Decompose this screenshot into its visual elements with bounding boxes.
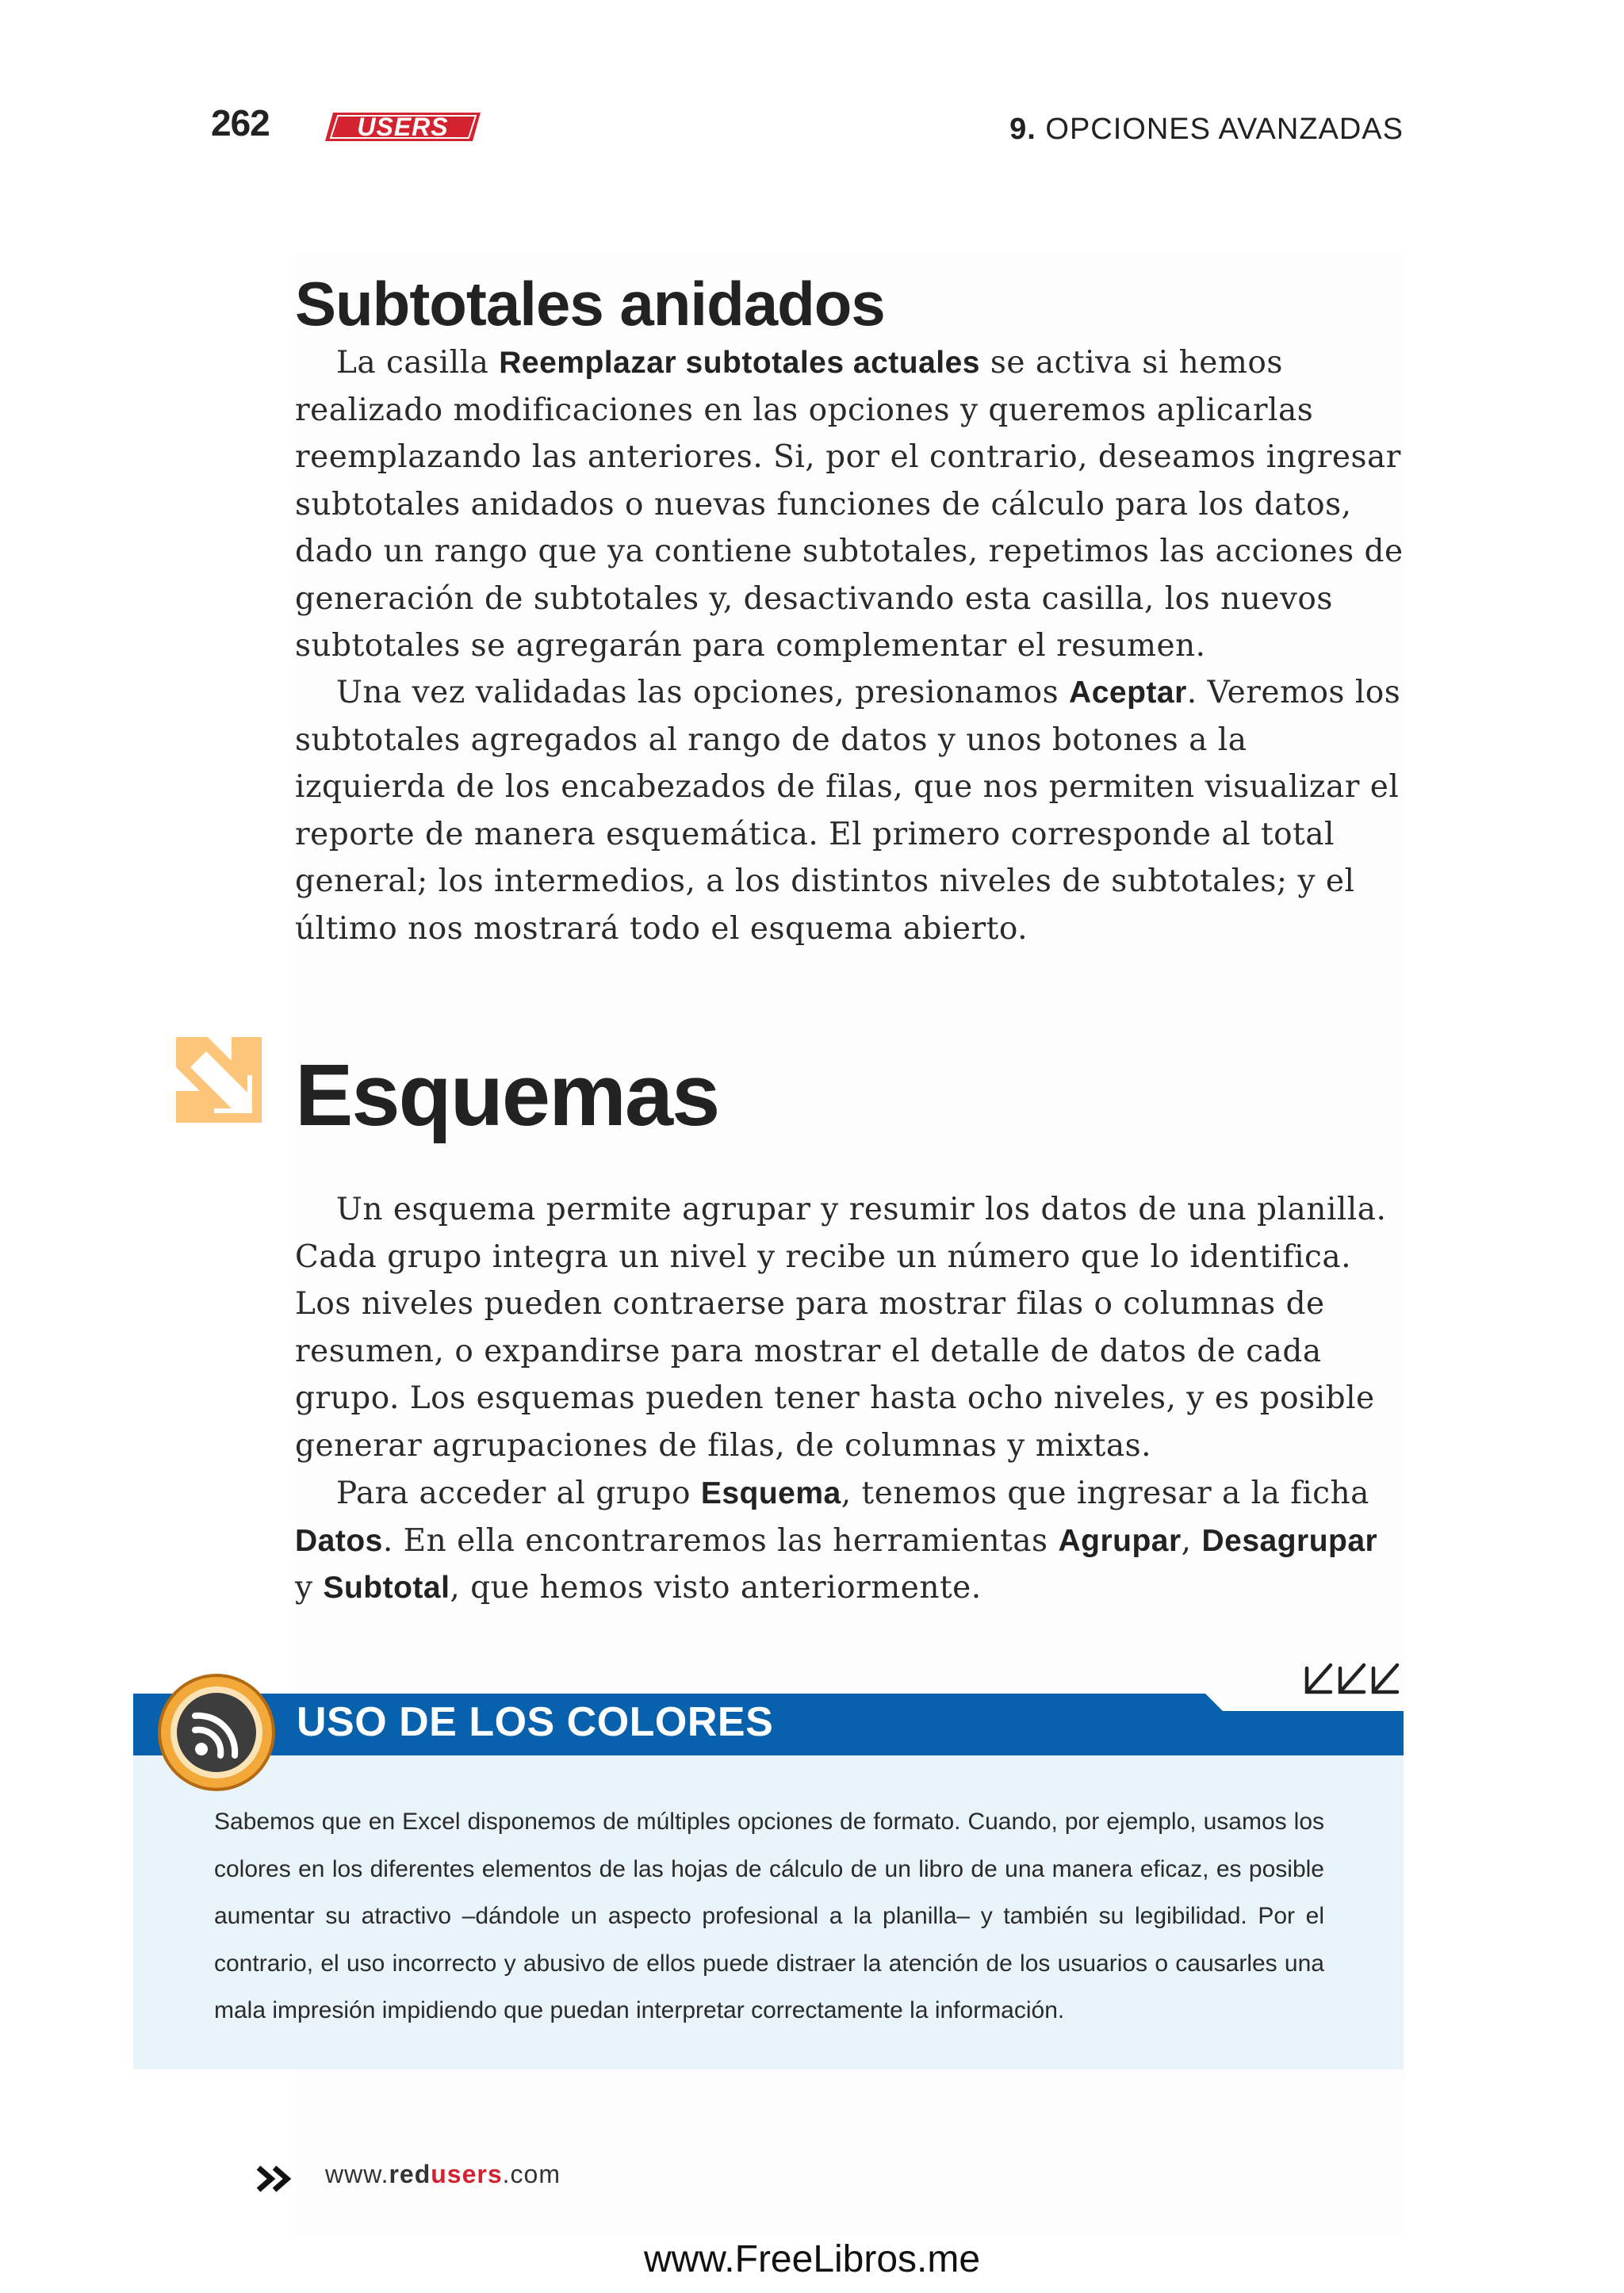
double-chevron-right-icon bbox=[255, 2163, 292, 2195]
chapter-heading bbox=[1009, 113, 1404, 147]
chapter-number: 9. bbox=[1009, 113, 1036, 146]
page-number: 262 bbox=[211, 102, 270, 144]
paragraph: La casilla Reemplazar subtotales actuales se activa si hemos realizado modificaciones en las opciones y queremos aplicarlas reemplazando las anteriores. Si, por el contrario, deseamos ingresar subtotales anidados o nuevas funciones de cálculo para los datos, dado un rango que ya contiene subtotales, repetimos las acciones de generación de subtotales y, desactivando esta casilla, los nuevos subtotales se agregarán para complementar el resumen. bbox=[295, 345, 1404, 664]
section-title-esquemas: Esquemas bbox=[295, 1047, 719, 1144]
users-logo bbox=[325, 111, 481, 143]
chapter-title: OPCIONES AVANZADAS bbox=[1045, 113, 1404, 146]
watermark-url: www.FreeLibros.me bbox=[643, 2238, 981, 2280]
check-marks-icon bbox=[1302, 1660, 1402, 1698]
infobox-text: Sabemos que en Excel disponemos de múltiples opciones de formato. Cuando, por ejemplo, usamos los colores en los diferentes elementos de las hojas de cálculo de un libro de una manera eficaz, es posible aumentar su atractivo –dándole un aspecto profesional a la planilla– y también su legibilidad. Por el contrario, el uso incorrecto y abusivo de ellos puede distraer la atención de los usuarios o causarles una mala impresión impidiendo que puedan interpretar correctamente la información. bbox=[214, 1809, 1324, 2023]
paragraph: Para acceder al grupo Esquema, tenemos que ingresar a la ficha Datos. En ella encontraremos las herramientas Agrupar, Desagrupar y Subtotal, que hemos visto anteriormente. bbox=[295, 1476, 1378, 1606]
arrow-down-right-icon bbox=[176, 1037, 262, 1123]
section-title-subtotales: Subtotales anidados bbox=[295, 269, 885, 339]
paragraph: Una vez validadas las opciones, presionamos Aceptar. Veremos los subtotales agregados al rango de datos y unos botones a la izquierda de los encabezados de filas, que nos permiten visualizar el reporte de manera esquemática. El primero corresponde al total general; los intermedios, a los distintos niveles de subtotales; y el último nos mostrará todo el esquema abierto. bbox=[295, 675, 1401, 947]
logo-text: USERS bbox=[357, 113, 449, 141]
paragraph: Un esquema permite agrupar y resumir los datos de una planilla. Cada grupo integra un nivel y recibe un número que lo identifica. Los niveles pueden contraerse para mostrar filas o columnas de resumen, o expandirse para mostrar el detalle de datos de cada grupo. Los esquemas pueden tener hasta ocho niveles, y es posible generar agrupaciones de filas, de columnas y mixtas. bbox=[295, 1192, 1387, 1464]
infobox-title: USO DE LOS COLORES bbox=[297, 1699, 774, 1745]
footer-url[interactable]: www.redusers.com bbox=[325, 2160, 561, 2188]
rss-icon bbox=[155, 1671, 278, 1793]
